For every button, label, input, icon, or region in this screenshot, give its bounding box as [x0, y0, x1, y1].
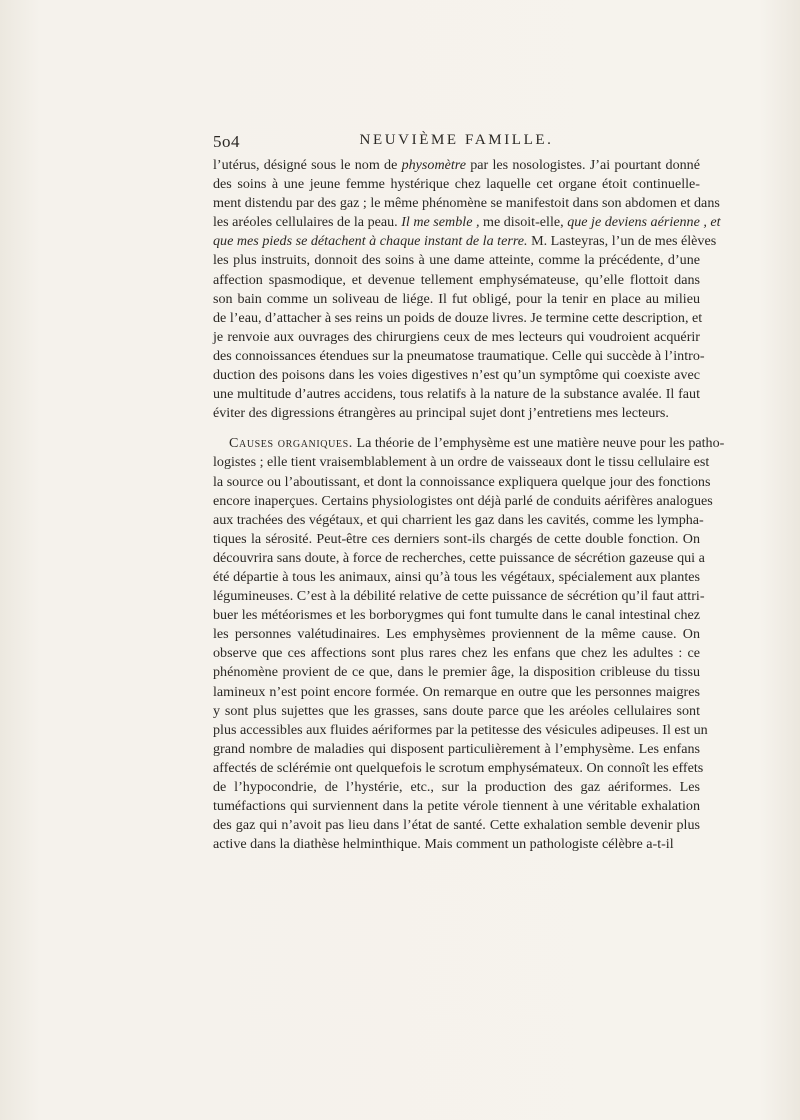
text-line	[213, 434, 725, 453]
italic-run: physomètre	[401, 157, 467, 173]
text-run: les personnes valétudinaires. Les emphysèmes proviennent de la même cause. On	[213, 626, 700, 643]
text-line	[213, 492, 713, 511]
text-run: une multitude d’autres accidens, tous relatifs à la nature de la substance avalée. Il faut	[213, 386, 700, 403]
page-number: 5o4	[213, 132, 240, 151]
text-line	[213, 453, 710, 472]
text-run: me disoit-elle,	[479, 214, 568, 231]
text-line	[213, 683, 700, 702]
text-line	[213, 194, 720, 213]
text-line	[213, 404, 700, 423]
text-line	[213, 271, 700, 290]
text-line	[213, 328, 700, 347]
text-run: plus accessibles aux fluides aériformes par la petitesse des vésicules adipeuses. Il est un	[213, 721, 708, 738]
text-run: logistes ; elle tient vraisemblablement à un ordre de vaisseaux dont le tissu cellulaire est	[213, 454, 710, 471]
text-line	[213, 530, 700, 549]
italic-run: que mes pieds se détachent à chaque instant de la terre.	[213, 233, 528, 250]
text-line	[213, 213, 721, 232]
text-run: affectés de sclérémie ont quelquefois le scrotum emphysémateux. On connoît les effets	[213, 759, 704, 776]
text-run: encore inaperçues. Certains physiologistes ont déjà parlé de conduits aérifères analogues	[213, 492, 713, 509]
text-line	[213, 156, 700, 175]
text-run: de l’eau, d’attacher à ses reins un poids de douze livres. Je termine cette description, et	[213, 309, 703, 326]
text-line	[213, 473, 711, 492]
body-text	[213, 156, 725, 854]
text-line	[213, 740, 700, 759]
text-run: ment distendu par des gaz ; le même phénomène se manifestoit dans son abdomen et dans	[213, 195, 720, 212]
text-run: La théorie de l’emphysème est une matière neuve pour les patho-	[352, 435, 725, 452]
text-line	[213, 366, 700, 385]
text-run: les aréoles cellulaires de la peau.	[213, 214, 402, 231]
text-run: active dans la diathèse helminthique. Mais comment un pathologiste célèbre a-t-il	[213, 836, 674, 853]
section-heading: Causes organiques.	[229, 435, 353, 452]
text-line	[213, 644, 700, 663]
text-run: été départie à tous les animaux, ainsi qu’à tous les végétaux, spécialement aux plantes	[213, 568, 700, 585]
text-line	[213, 835, 700, 854]
running-head: NEUVIÈME FAMILLE.	[359, 132, 554, 148]
italic-run: que je deviens aérienne , et	[567, 214, 721, 231]
text-run: duction des poisons dans les voies digestives n’est qu’un symptôme qui coexiste avec	[213, 367, 700, 384]
text-line	[213, 290, 700, 309]
text-line	[213, 587, 705, 606]
text-run: les plus instruits, donnoit des soins à une dame atteinte, comme la précédente, d’une	[213, 252, 700, 269]
text-run: découvrira sans doute, à force de recherches, cette puissance de sécrétion gazeuse qui a	[213, 549, 705, 566]
text-run: des gaz qui n’avoit pas lieu dans l’état de santé. Cette exhalation semble devenir plus	[213, 817, 700, 834]
text-line	[213, 721, 708, 740]
text-line	[213, 663, 700, 682]
text-run: buer les météorismes et les borborygmes qui font tumulte dans le canal intestinal chez	[213, 607, 700, 624]
text-run: y sont plus sujettes que les grasses, sans doute parce que les aréoles cellulaires sont	[213, 702, 700, 719]
text-line	[213, 511, 704, 530]
text-run: tuméfactions qui surviennent dans la petite vérole tiennent à une véritable exhalation	[213, 798, 700, 815]
text-run: M. Lasteyras, l’un de mes élèves	[527, 233, 717, 250]
text-run: l’utérus, désigné sous le nom de	[213, 157, 402, 173]
text-line	[213, 385, 700, 404]
text-run: je renvoie aux ouvrages des chirurgiens ceux de mes lecteurs qui voudroient acquérir	[213, 328, 700, 345]
text-run: la source ou l’aboutissant, et dont la connoissance expliquera quelque jour des fonctions	[213, 473, 711, 490]
text-line	[213, 309, 703, 328]
text-line	[213, 568, 700, 587]
text-line	[213, 778, 700, 797]
text-line	[213, 759, 704, 778]
page-header	[213, 132, 700, 154]
paragraph-1	[213, 156, 721, 423]
text-line	[213, 347, 705, 366]
text-run: son bain comme un soliveau de liége. Il fut obligé, pour la tenir en place au milieu	[213, 290, 700, 307]
text-run: de l’hypocondrie, de l’hystérie, etc., sur la production des gaz aériformes. Les	[213, 779, 700, 795]
text-run: par les nosologistes. J’ai pourtant donné	[466, 157, 700, 173]
text-line	[213, 606, 700, 625]
italic-run: Il me semble ,	[401, 214, 480, 231]
text-run: lamineux n’est point encore formée. On remarque en outre que les personnes maigres	[213, 683, 700, 700]
text-run: tiques la sérosité. Peut-être ces derniers sont-ils chargés de cette double fonction. On	[213, 530, 700, 547]
text-run: des connoissances étendues sur la pneumatose traumatique. Celle qui succède à l’intro-	[213, 347, 705, 364]
text-run: des soins à une jeune femme hystérique chez laquelle cet organe étoit continuelle-	[213, 176, 700, 193]
paragraph-2	[213, 434, 725, 854]
text-run: affection spasmodique, et devenue tellement emphysémateuse, qu’elle flottoit dans	[213, 271, 700, 288]
text-run: phénomène provient de ce que, dans le premier âge, la disposition cribleuse du tissu	[213, 664, 700, 681]
text-run: grand nombre de maladies qui disposent particulièrement à l’emphysème. Les enfans	[213, 740, 700, 757]
text-line	[213, 251, 700, 270]
text-line	[213, 797, 700, 816]
text-run: légumineuses. C’est à la débilité relative de cette puissance de sécrétion qu’il faut attri-	[213, 588, 705, 605]
text-line	[213, 549, 705, 568]
text-line	[213, 702, 700, 721]
text-run: observe que ces affections sont plus rares chez les enfans que chez les adultes : ce	[213, 645, 700, 662]
text-line	[213, 625, 700, 644]
text-line	[213, 232, 717, 251]
text-line	[213, 175, 700, 194]
text-run: éviter des digressions étrangères au principal sujet dont j’entretiens mes lecteurs.	[213, 405, 669, 422]
text-run: aux trachées des végétaux, et qui charrient les gaz dans les cavités, comme les lympha-	[213, 511, 704, 528]
text-line	[213, 816, 700, 835]
